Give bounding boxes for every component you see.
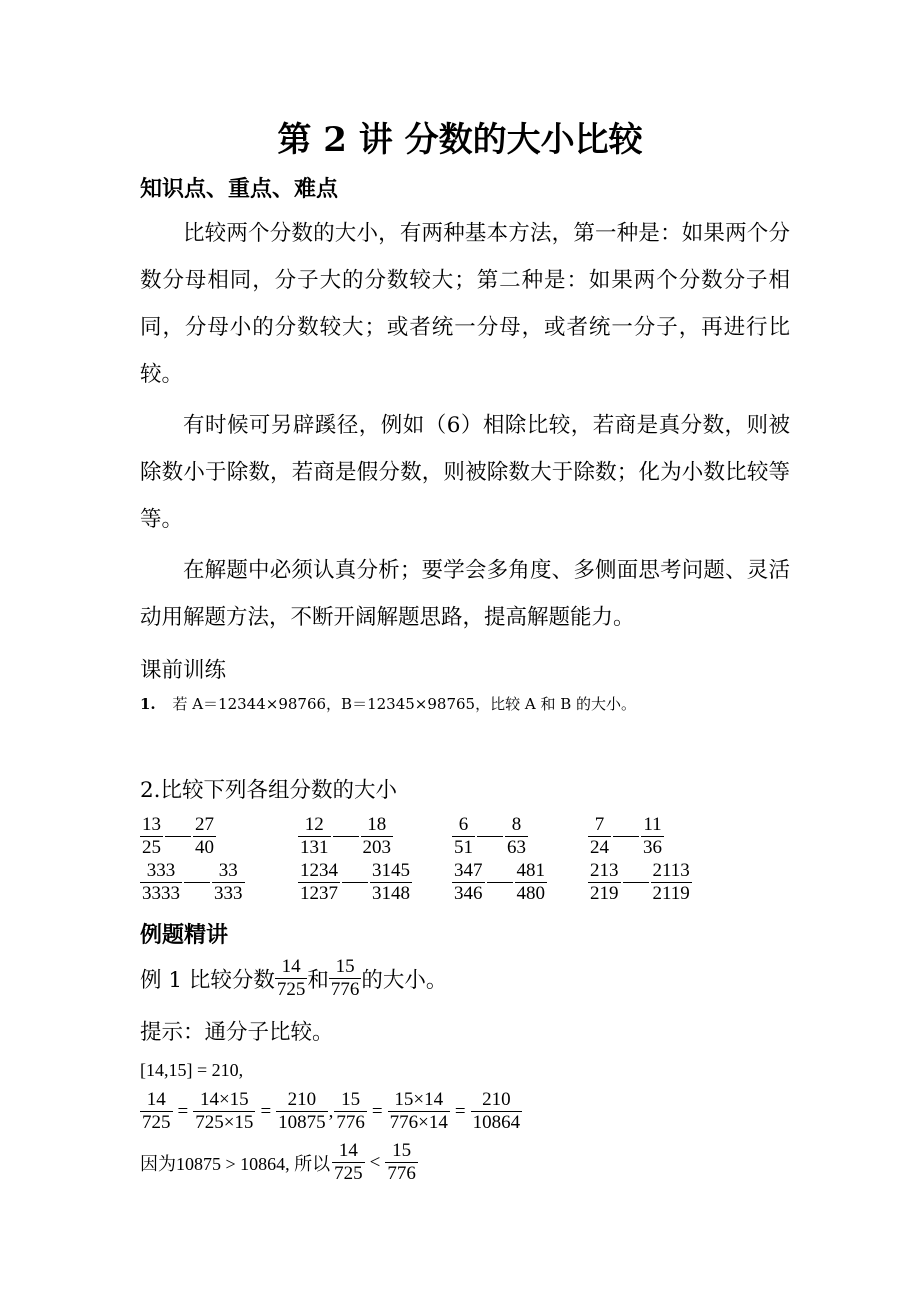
fraction-pair	[452, 860, 547, 905]
conclusion-row	[140, 1140, 418, 1185]
fraction-denominator: 24	[590, 837, 609, 858]
question-1-text: 若 A＝12344×98766，B＝12345×98765，比较 A 和 B 的大小。	[172, 695, 637, 713]
lcm-line: [14,15] = 210,	[140, 1060, 244, 1080]
fraction-denominator: 51	[454, 837, 473, 858]
paragraph-analysis: 在解题中必须认真分析；要学会多角度、多侧面思考问题、灵活动用解题方法，不断开阔解题思路，提高解题能力。	[140, 558, 790, 630]
left-fraction	[588, 814, 611, 859]
eq2-fraction-2	[471, 1089, 523, 1134]
eq1-fraction-2	[276, 1089, 328, 1134]
fraction-numerator: 14	[146, 1089, 166, 1110]
fraction-numerator: 27	[195, 814, 214, 835]
right-fraction	[641, 814, 664, 859]
fraction-numerator: 210	[287, 1089, 317, 1110]
eq1-fraction-0	[140, 1089, 173, 1134]
fraction-numerator: 11	[643, 814, 662, 835]
fraction-denominator: 776×14	[389, 1112, 448, 1133]
fraction-pair	[140, 860, 245, 905]
less-than-sign: <	[369, 1151, 381, 1173]
comparison-blank[interactable]	[342, 882, 368, 883]
right-fraction	[193, 814, 216, 859]
fraction-numerator: 14×15	[199, 1089, 249, 1110]
left-fraction	[452, 814, 475, 859]
eq2-fraction-0	[334, 1089, 367, 1134]
paragraph-methods: 比较两个分数的大小，有两种基本方法，第一种是：如果两个分数分母相同，分子大的分数较大；第二种是：如果两个分数分子相同，分母小的分数较大；或者统一分母，或者统一分子，再进行比较。	[140, 221, 790, 387]
example-1-mid: 和	[307, 968, 329, 993]
question-2: 2.比较下列各组分数的大小	[140, 778, 398, 803]
fraction-numerator: 481	[516, 860, 545, 881]
fraction-numerator: 14	[281, 956, 301, 977]
fraction-denominator: 776	[330, 979, 360, 1000]
fraction-numerator: 6	[458, 814, 469, 835]
fraction-numerator: 15×14	[394, 1089, 444, 1110]
question-1-number: 1.	[140, 695, 156, 713]
right-fraction	[361, 814, 394, 859]
fraction-denominator: 725×15	[195, 1112, 254, 1133]
fraction-numerator: 213	[590, 860, 619, 881]
section-heading-key-points: 知识点、重点、难点	[140, 176, 339, 202]
fraction-denominator: 10864	[472, 1112, 521, 1133]
fraction-numerator: 1234	[300, 860, 338, 881]
eq1-fraction-1	[193, 1089, 255, 1134]
fraction-denominator: 725	[142, 1112, 171, 1133]
equals-sign: =	[260, 1100, 272, 1122]
conclusion-text: 因为10875 > 10864, 所以	[140, 1153, 331, 1174]
fraction-numerator: 33	[218, 860, 238, 881]
comparison-blank[interactable]	[487, 882, 513, 883]
example-1	[140, 956, 447, 1001]
fraction-denominator: 725	[334, 1163, 363, 1184]
right-fraction	[370, 860, 412, 905]
paragraph-alternative: 有时候可另辟蹊径，例如（6）相除比较，若商是真分数，则被除数小于除数，若商是假分数，则被除数大于除数；化为小数比较等等。	[140, 413, 790, 532]
fraction-denominator: 63	[507, 837, 526, 858]
fraction-denominator: 36	[643, 837, 662, 858]
comparison-blank[interactable]	[477, 836, 503, 837]
left-fraction	[140, 860, 182, 905]
fraction-numerator: 15	[341, 1089, 361, 1110]
fraction-numerator: 333	[146, 860, 176, 881]
comparison-blank[interactable]	[184, 882, 210, 883]
fraction-numerator: 347	[454, 860, 483, 881]
fraction-numerator: 15	[335, 956, 355, 977]
pre-training-heading: 课前训练	[140, 658, 227, 683]
left-fraction	[452, 860, 485, 905]
right-fraction	[505, 814, 528, 859]
fraction-numerator: 14	[338, 1140, 358, 1161]
comparison-blank[interactable]	[613, 836, 639, 837]
comparison-blank[interactable]	[333, 836, 359, 837]
fraction-numerator: 7	[594, 814, 605, 835]
comparison-blank[interactable]	[165, 836, 191, 837]
comma: ,	[328, 1100, 334, 1122]
equation-row	[140, 1089, 522, 1134]
right-fraction	[651, 860, 692, 905]
fraction-numerator: 3145	[372, 860, 410, 881]
example-1-fraction-2	[329, 956, 362, 1001]
example-1-fraction-1	[275, 956, 308, 1001]
fraction-pair	[588, 814, 664, 859]
comparison-blank[interactable]	[623, 882, 649, 883]
question-1	[140, 693, 636, 714]
hint: 提示：通分子比较。	[140, 1020, 334, 1045]
fraction-pair	[588, 860, 692, 905]
fraction-pair	[298, 860, 412, 905]
fraction-denominator: 776	[336, 1112, 365, 1133]
fraction-numerator: 13	[142, 814, 161, 835]
fraction-denominator: 3333	[142, 883, 180, 904]
fraction-denominator: 131	[300, 837, 329, 858]
fraction-denominator: 219	[590, 883, 619, 904]
conclusion-fraction-1	[332, 1140, 365, 1185]
fraction-denominator: 1237	[300, 883, 338, 904]
fraction-pair	[452, 814, 528, 859]
fraction-denominator: 25	[142, 837, 161, 858]
equals-sign: =	[177, 1100, 189, 1122]
fraction-denominator: 3148	[372, 883, 410, 904]
fraction-numerator: 15	[392, 1140, 412, 1161]
left-fraction	[588, 860, 621, 905]
eq2-fraction-1	[388, 1089, 450, 1134]
left-fraction	[140, 814, 163, 859]
fraction-denominator: 776	[387, 1163, 416, 1184]
fraction-denominator: 40	[195, 837, 214, 858]
fraction-denominator: 203	[362, 837, 391, 858]
section-heading-examples: 例题精讲	[140, 922, 229, 948]
left-fraction	[298, 860, 340, 905]
fraction-numerator: 210	[482, 1089, 511, 1110]
fraction-numerator: 18	[367, 814, 387, 835]
fraction-denominator: 2119	[652, 883, 690, 904]
fraction-numerator: 8	[511, 814, 522, 835]
fraction-numerator: 2113	[652, 860, 690, 881]
left-fraction	[298, 814, 331, 859]
fraction-denominator: 10875	[278, 1112, 326, 1133]
fraction-pair	[298, 814, 393, 859]
fraction-denominator: 346	[454, 883, 483, 904]
fraction-pair	[140, 814, 216, 859]
right-fraction	[212, 860, 245, 905]
fraction-denominator: 480	[516, 883, 545, 904]
page-title: 第 2 讲 分数的大小比较	[277, 120, 643, 160]
example-1-suffix: 的大小。	[361, 968, 448, 993]
fraction-numerator: 12	[304, 814, 324, 835]
equals-sign: =	[454, 1100, 466, 1122]
right-fraction	[515, 860, 548, 905]
equals-sign: =	[371, 1100, 383, 1122]
fraction-denominator: 725	[276, 979, 306, 1000]
conclusion-fraction-2	[385, 1140, 418, 1185]
example-1-prefix: 例 1 比较分数	[140, 968, 275, 993]
fraction-denominator: 333	[214, 883, 243, 904]
